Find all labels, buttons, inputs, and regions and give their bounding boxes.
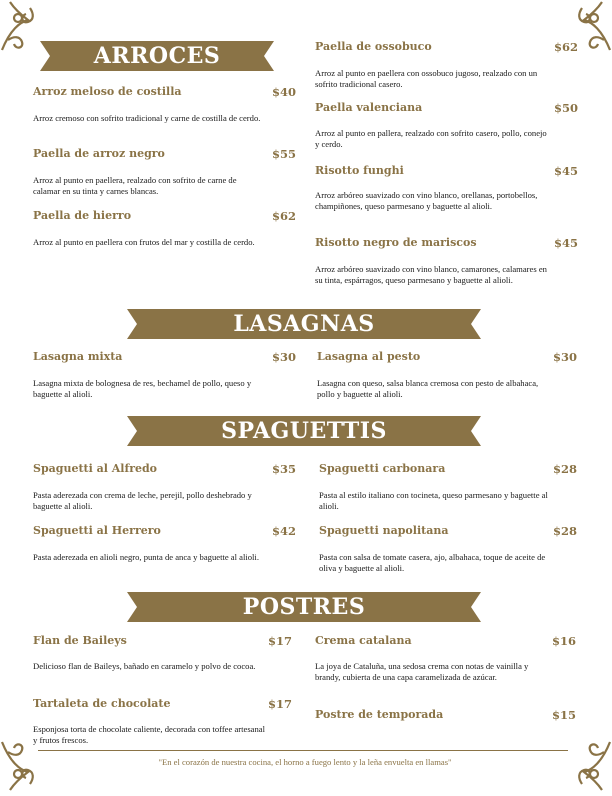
section-title-lasagnas: LASAGNAS (233, 311, 375, 337)
menu-item-name: Paella de ossobuco (315, 40, 432, 53)
menu-item-price: $28 (552, 524, 577, 538)
section-title-spaguettis: SPAGUETTIS (221, 418, 387, 444)
menu-item-name: Crema catalana (315, 634, 412, 647)
menu-item-description: Arroz cremoso con sofrito tradicional y carne de costilla de cerdo. (33, 113, 261, 123)
menu-item-description: Lasagna con queso, salsa blanca cremosa con pesto de albahaca, pollo y baguette al alioli. (317, 378, 539, 399)
menu-item-price: $55 (271, 147, 296, 161)
menu-item-description: Pasta aderezada en alioli negro, punta de anca y baguette al alioli. (33, 552, 259, 562)
menu-item-price: $45 (553, 236, 578, 250)
menu-item-description: Esponjosa torta de chocolate caliente, decorada con toffee artesanal y frutos frescos. (33, 724, 265, 745)
menu-item-name: Arroz meloso de costilla (33, 85, 182, 98)
section-banner-postres (127, 592, 481, 622)
footer-divider (38, 750, 568, 751)
section-banner-arroces (40, 41, 274, 71)
menu-item-name: Lasagna al pesto (317, 350, 421, 363)
menu-item-description: Arroz arbóreo suavizado con vino blanco, camarones, calamares en su tinta, espárragos, queso parmesano y baguette al alioli. (315, 264, 547, 285)
menu-item-description: Arroz al punto en paellera con frutos del mar y costilla de cerdo. (33, 237, 255, 247)
menu-item-price: $62 (553, 40, 578, 54)
menu-item-name: Spaguetti al Alfredo (33, 462, 158, 475)
menu-item-price: $16 (551, 634, 576, 648)
menu-item-name: Risotto funghi (315, 164, 404, 177)
menu-item-price: $62 (271, 209, 296, 223)
menu-item-name: Spaguetti napolitana (319, 524, 449, 537)
menu-item-name: Paella valenciana (315, 101, 423, 114)
section-title-arroces: ARROCES (93, 43, 221, 69)
menu-item-description: Arroz al punto en paellera con ossobuco jugoso, realzado con un sofrito tradicional casero. (315, 68, 538, 89)
menu-item-price: $28 (552, 462, 577, 476)
menu-item-name: Flan de Baileys (33, 634, 127, 647)
menu-item-price: $50 (553, 101, 578, 115)
menu-item-price: $17 (267, 634, 292, 648)
menu-item-description: La joya de Cataluña, una sedosa crema con notas de vainilla y brandy, cubierta de una capa caramelizada de azúcar. (315, 661, 529, 682)
menu-item-name: Risotto negro de mariscos (315, 236, 477, 249)
section-banner-spaguettis (127, 416, 481, 446)
section-banner-lasagnas (127, 309, 481, 339)
menu-item-price: $30 (271, 350, 296, 364)
menu-item-name: Paella de hierro (33, 209, 132, 222)
menu-item-description: Lasagna mixta de bolognesa de res, bechamel de pollo, queso y baguette al alioli. (33, 378, 252, 399)
menu-item-description: Delicioso flan de Baileys, bañado en caramelo y polvo de cocoa. (33, 661, 256, 671)
menu-item-price: $35 (271, 462, 296, 476)
menu-item-description: Pasta al estilo italiano con tocineta, queso parmesano y baguette al alioli. (319, 490, 548, 511)
menu-item-description: Pasta aderezada con crema de leche, perejil, pollo deshebrado y baguette al alioli. (33, 490, 252, 511)
menu-item-name: Postre de temporada (315, 708, 444, 721)
menu-item-name: Spaguetti al Herrero (33, 524, 161, 537)
menu-item-name: Paella de arroz negro (33, 147, 165, 160)
corner-ornament-bottom-right (552, 732, 612, 792)
menu-item-description: Arroz al punto en paellera, realzado con sofrito de carne de calamar en su tinta y carnes blancas. (33, 175, 237, 196)
menu-item-name: Tartaleta de chocolate (33, 697, 171, 710)
menu-item-description: Pasta con salsa de tomate casera, ajo, albahaca, toque de aceite de oliva y baguette al alioli. (319, 552, 546, 573)
menu-item-price: $30 (552, 350, 577, 364)
footer-quote: "En el corazón de nuestra cocina, el horno a fuego lento y la leña envuelta en llamas" (158, 757, 452, 767)
menu-item-price: $40 (271, 85, 296, 99)
menu-item-price: $17 (267, 697, 292, 711)
menu-item-description: Arroz arbóreo suavizado con vino blanco, orellanas, portobellos, champiñones, queso parmesano y baguette al alioli. (315, 190, 538, 211)
section-title-postres: POSTRES (242, 594, 366, 620)
menu-item-name: Spaguetti carbonara (319, 462, 446, 475)
menu-item-price: $42 (271, 524, 296, 538)
menu-item-price: $15 (551, 708, 576, 722)
menu-item-name: Lasagna mixta (33, 350, 123, 363)
menu-item-price: $45 (553, 164, 578, 178)
menu-item-description: Arroz al punto en pallera, realzado con sofrito casero, pollo, conejo y cerdo. (315, 128, 547, 149)
